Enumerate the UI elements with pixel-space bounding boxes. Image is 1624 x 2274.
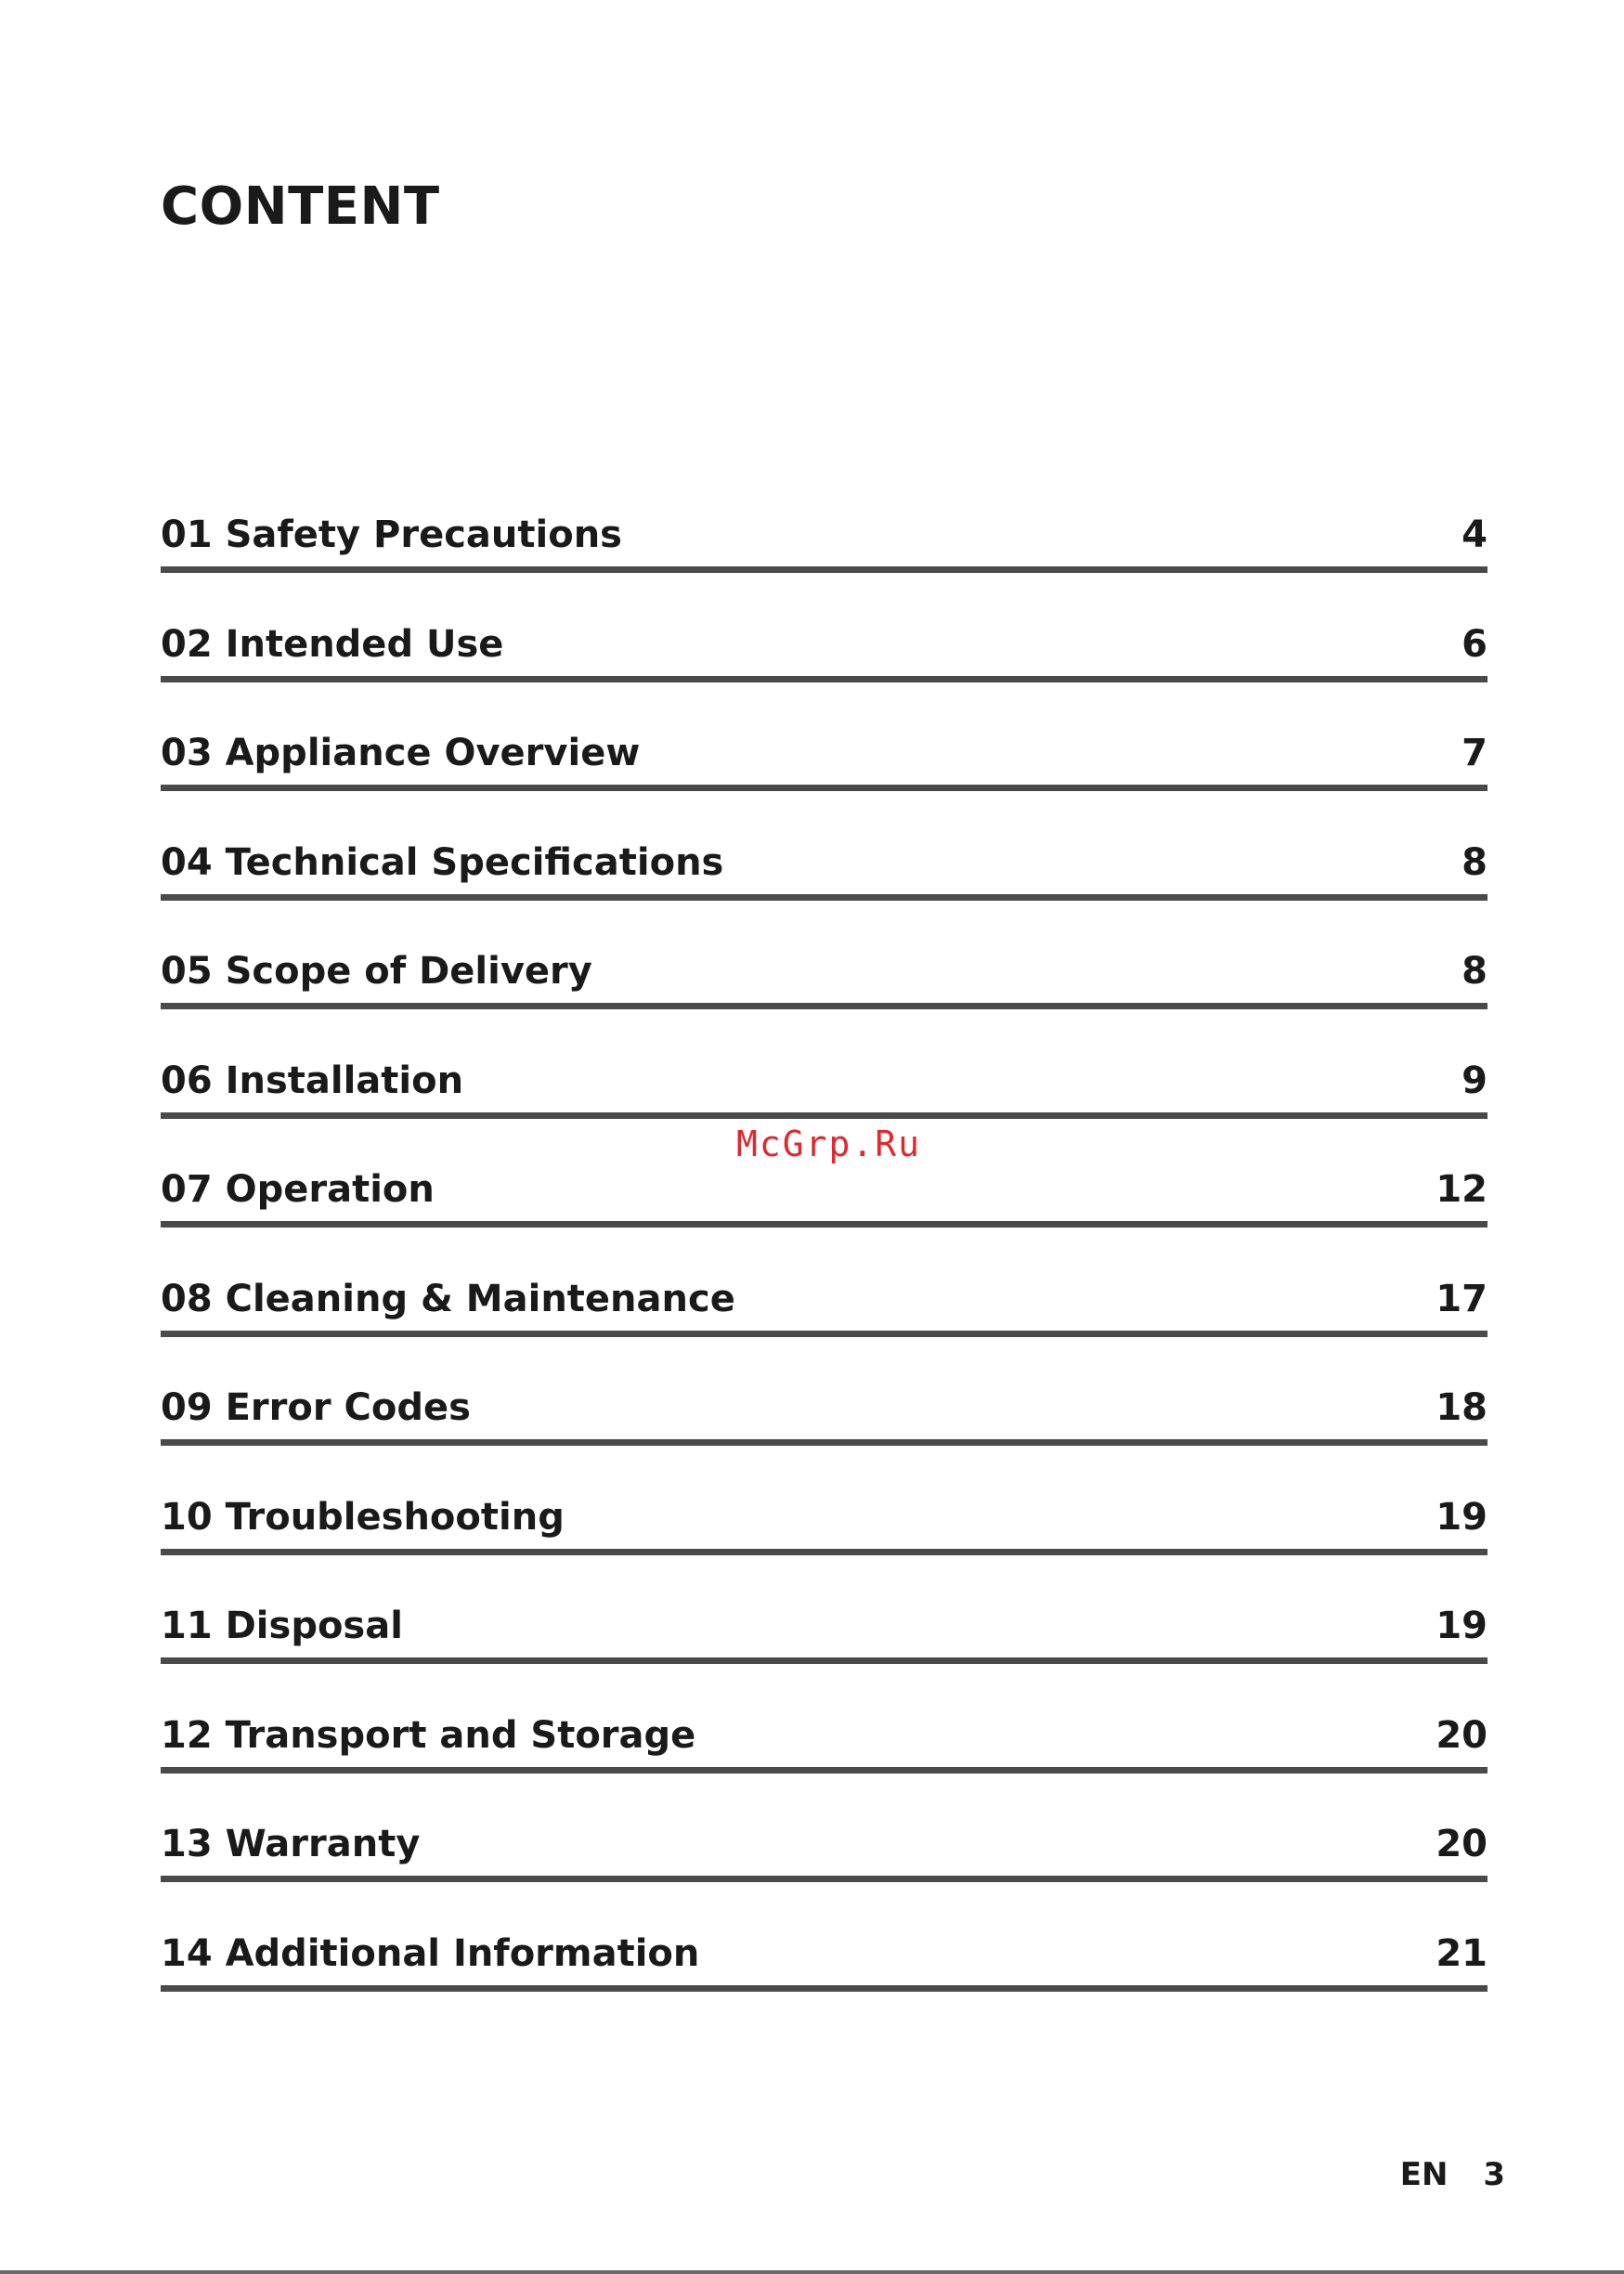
toc-entry-page-number: 7 — [1462, 732, 1488, 774]
toc-entry-label: 06 Installation — [161, 1059, 464, 1102]
toc-divider — [161, 1549, 1488, 1555]
toc-entry-label: 09 Error Codes — [161, 1386, 471, 1429]
toc-divider — [161, 1767, 1488, 1774]
toc-entry-label: 11 Disposal — [161, 1605, 403, 1647]
page-title: CONTENT — [161, 176, 440, 237]
toc-entry-label: 04 Technical Specifications — [161, 840, 724, 884]
toc-entry-page-number: 20 — [1436, 1713, 1488, 1757]
toc-entry-technical-specifications[interactable] — [161, 829, 1488, 939]
toc-divider — [161, 566, 1488, 573]
toc-entry-appliance-overview[interactable] — [161, 720, 1488, 829]
toc-entry-additional-information[interactable] — [161, 1920, 1488, 2030]
toc-entry-label: 08 Cleaning & Maintenance — [161, 1277, 735, 1320]
page-bottom-edge — [0, 2270, 1624, 2274]
toc-entry-label: 14 Additional Information — [161, 1931, 700, 1975]
toc-divider — [161, 1657, 1488, 1664]
toc-entry-page-number: 20 — [1436, 1823, 1488, 1865]
toc-entry-page-number: 8 — [1462, 950, 1488, 993]
toc-entry-cleaning-maintenance[interactable] — [161, 1266, 1488, 1375]
toc-entry-transport-and-storage[interactable] — [161, 1702, 1488, 1812]
toc-entry-page-number: 4 — [1462, 513, 1488, 556]
toc-entry-intended-use[interactable] — [161, 611, 1488, 721]
toc-entry-warranty[interactable] — [161, 1811, 1488, 1920]
toc-entry-page-number: 19 — [1436, 1605, 1488, 1647]
toc-divider — [161, 1221, 1488, 1228]
toc-entry-page-number: 18 — [1436, 1386, 1488, 1429]
toc-divider — [161, 1985, 1488, 1992]
toc-entry-page-number: 19 — [1436, 1495, 1488, 1539]
toc-entry-error-codes[interactable] — [161, 1374, 1488, 1484]
toc-divider — [161, 894, 1488, 901]
page-footer — [1399, 2156, 1505, 2193]
toc-divider — [161, 1876, 1488, 1882]
toc-entry-label: 03 Appliance Overview — [161, 732, 641, 774]
toc-entry-page-number: 8 — [1462, 840, 1488, 884]
toc-entry-page-number: 17 — [1436, 1277, 1488, 1320]
toc-entry-troubleshooting[interactable] — [161, 1484, 1488, 1593]
toc-divider — [161, 1112, 1488, 1119]
toc-entry-label: 12 Transport and Storage — [161, 1713, 696, 1757]
toc-entry-page-number: 21 — [1436, 1931, 1488, 1975]
toc-entry-label: 02 Intended Use — [161, 622, 504, 666]
toc-entry-page-number: 6 — [1462, 622, 1488, 666]
toc-divider — [161, 785, 1488, 791]
toc-entry-label: 01 Safety Precautions — [161, 513, 622, 556]
toc-entry-label: 13 Warranty — [161, 1823, 421, 1865]
toc-entry-label: 05 Scope of Delivery — [161, 950, 592, 993]
toc-divider — [161, 676, 1488, 682]
toc-divider — [161, 1003, 1488, 1009]
footer-page-number: 3 — [1483, 2156, 1505, 2193]
toc-entry-operation[interactable] — [161, 1156, 1488, 1266]
toc-entry-page-number: 9 — [1462, 1059, 1488, 1102]
toc-divider — [161, 1331, 1488, 1337]
toc-entry-label: 10 Troubleshooting — [161, 1495, 565, 1539]
toc-entry-label: 07 Operation — [161, 1168, 435, 1211]
toc-entry-scope-of-delivery[interactable] — [161, 938, 1488, 1047]
table-of-contents — [161, 501, 1488, 2029]
toc-entry-page-number: 12 — [1436, 1168, 1488, 1211]
toc-entry-safety-precautions[interactable] — [161, 501, 1488, 611]
toc-entry-disposal[interactable] — [161, 1592, 1488, 1702]
footer-language: EN — [1399, 2156, 1449, 2193]
toc-divider — [161, 1439, 1488, 1446]
watermark-text: McGrp.Ru — [735, 1124, 922, 1164]
